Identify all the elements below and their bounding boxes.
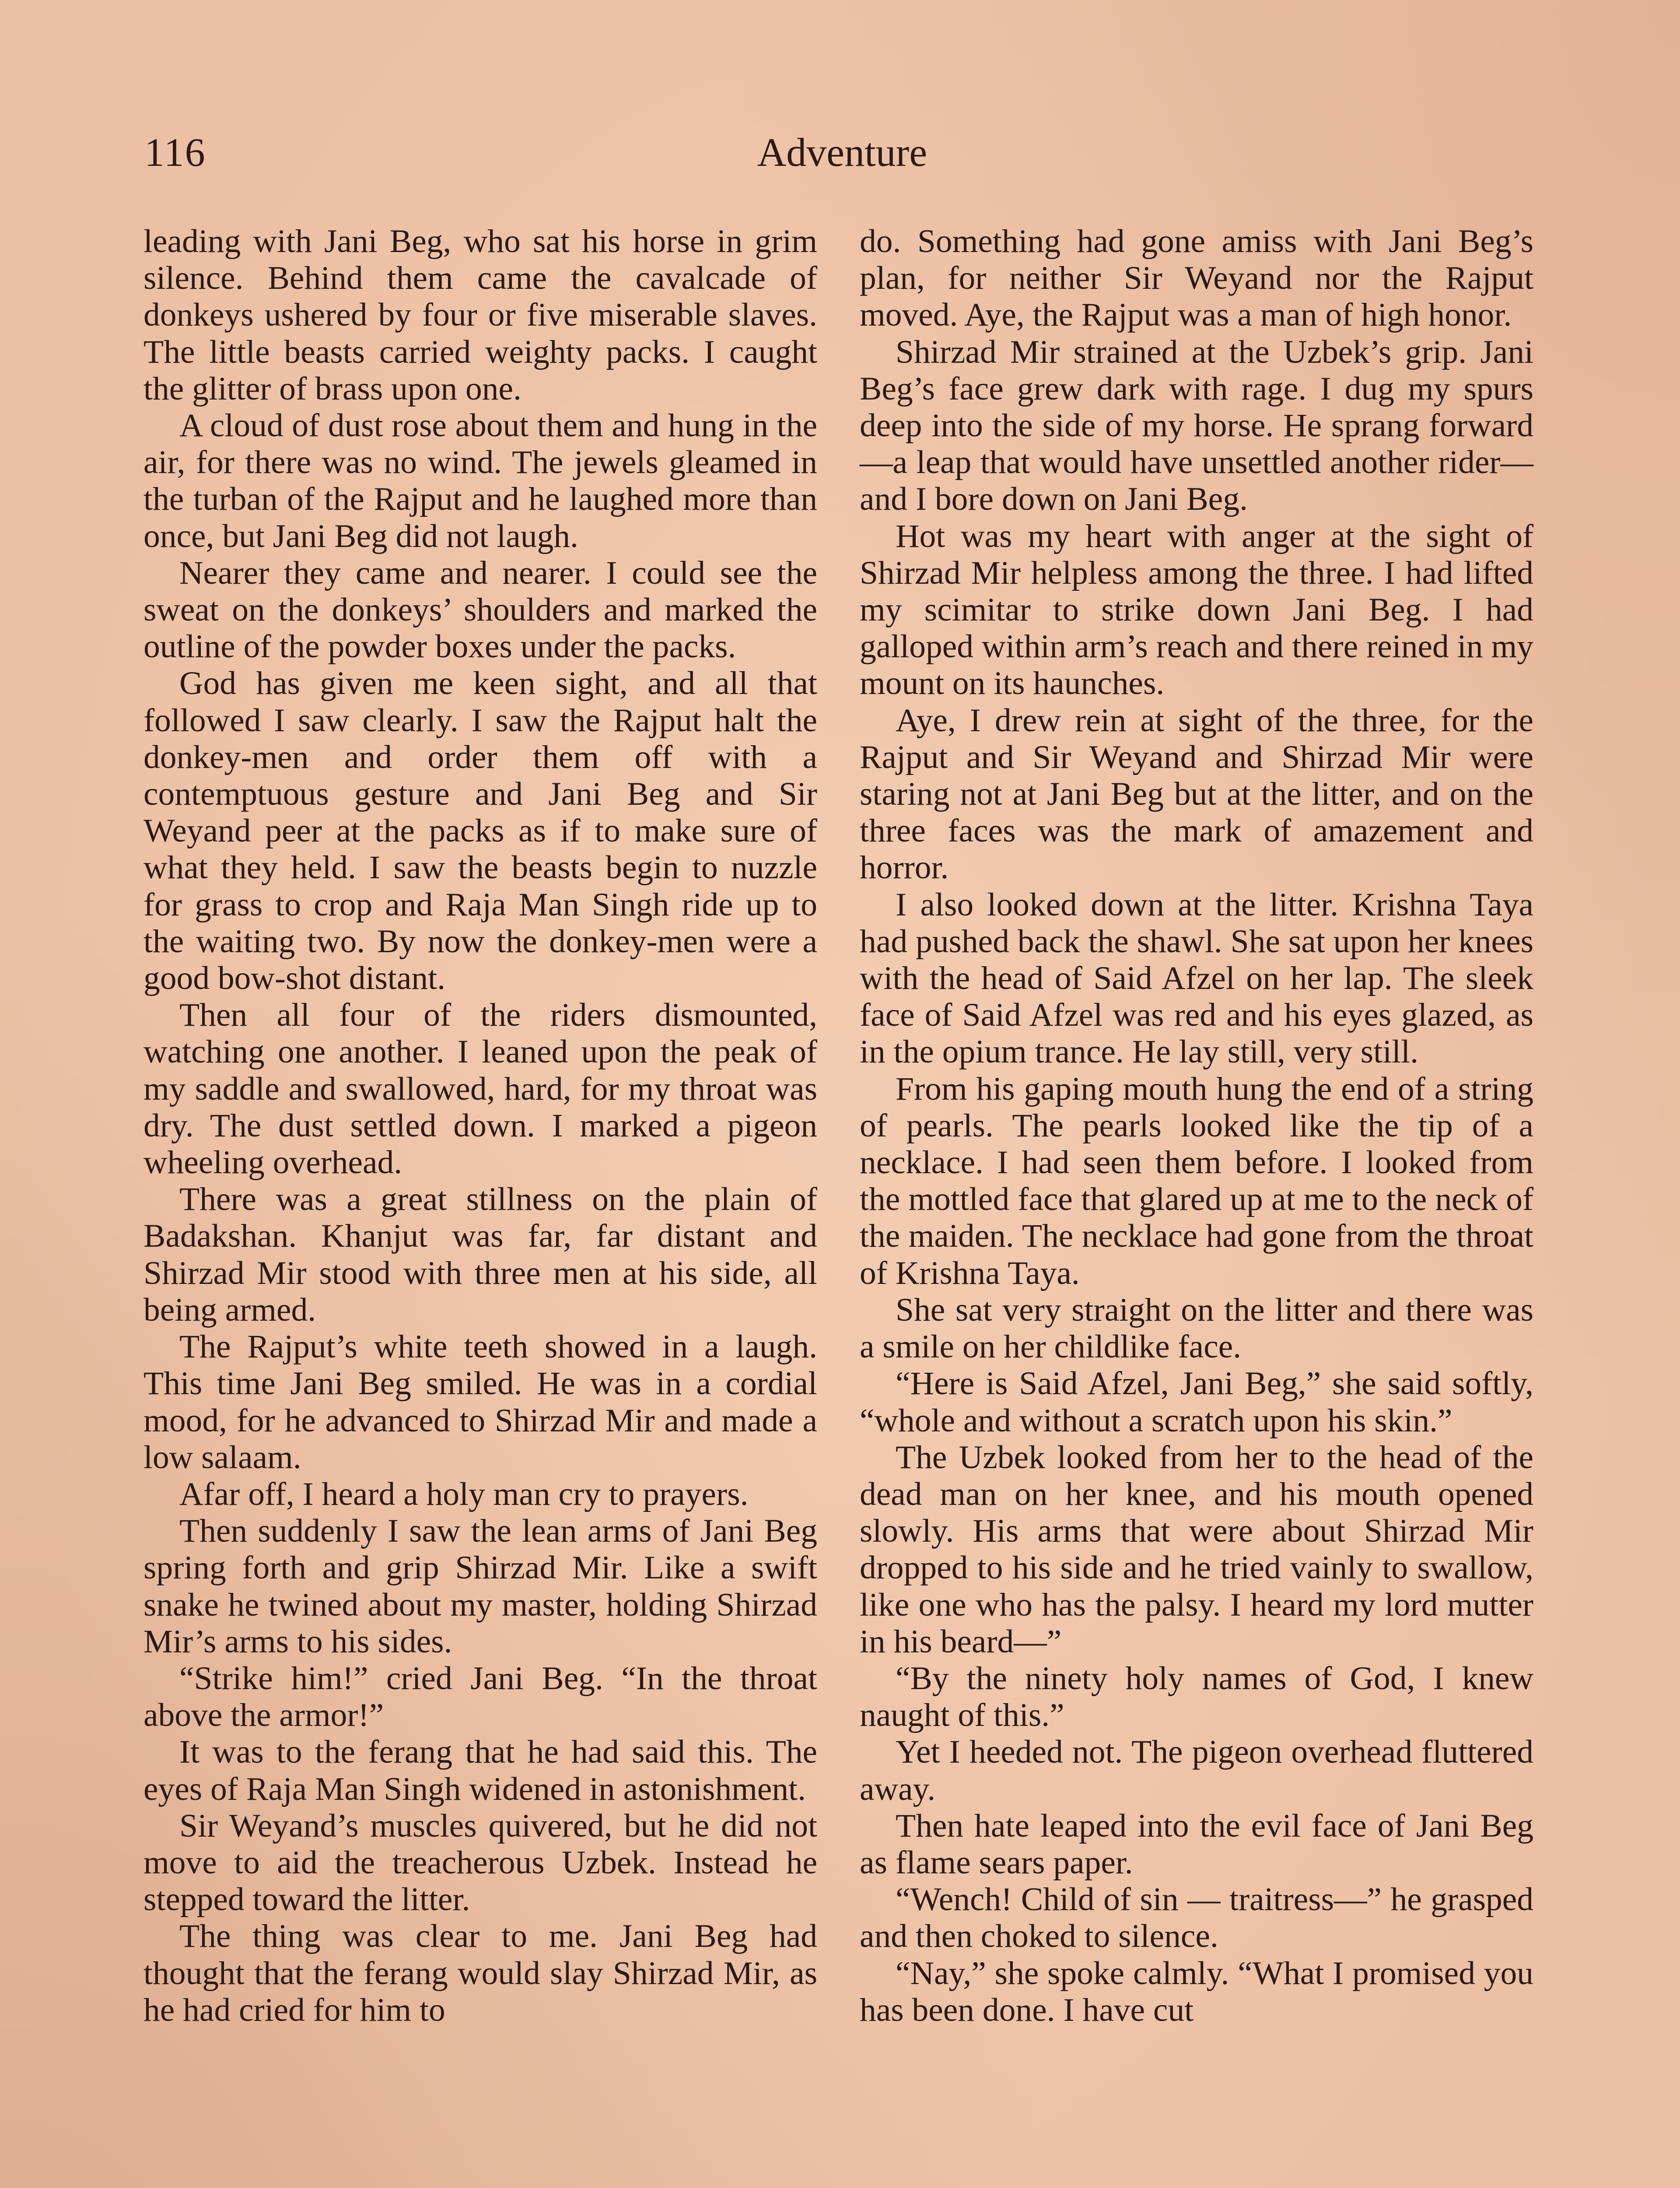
paragraph: Nearer they came and nearer. I could see the sweat on the donkeys’ shoulders and marked the outline of the powder boxes under the packs. — [144, 554, 817, 665]
paragraph: “By the ninety holy names of God, I knew naught of this.” — [860, 1660, 1533, 1734]
paragraph: Aye, I drew rein at sight of the three, for the Rajput and Sir Weyand and Shirzad Mir were staring not at Jani Beg but at the litter, and on the three faces was the mark of amazement and horror. — [860, 702, 1533, 886]
paragraph: Shirzad Mir strained at the Uzbek’s grip. Jani Beg’s face grew dark with rage. I dug my spurs deep into the side of my horse. He sprang forward—a leap that would have unsettled another rider—and I bore down on Jani Beg. — [860, 333, 1533, 518]
paragraph: Hot was my heart with anger at the sight of Shirzad Mir helpless among the three. I had lifted my scimitar to strike down Jani Beg. I had galloped within arm’s reach and there reined in my mount on its haunches. — [860, 518, 1533, 702]
paragraph: “Wench! Child of sin — traitress—” he grasped and then choked to silence. — [860, 1881, 1533, 1955]
paragraph: From his gaping mouth hung the end of a string of pearls. The pearls looked like the tip of a necklace. I had seen them before. I looked from the mottled face that glared up at me to the neck of the maiden. The necklace had gone from the throat of Krishna Taya. — [860, 1070, 1533, 1291]
running-header — [144, 129, 1540, 186]
paragraph: “Strike him!” cried Jani Beg. “In the throat above the armor!” — [144, 1660, 817, 1734]
page-number: 116 — [144, 130, 206, 175]
paragraph: A cloud of dust rose about them and hung in the air, for there was no wind. The jewels gleamed in the turban of the Rajput and he laughed more than once, but Jani Beg did not laugh. — [144, 407, 817, 554]
paragraph: Then hate leaped into the evil face of Jani Beg as flame sears paper. — [860, 1807, 1533, 1881]
paragraph: “Nay,” she spoke calmly. “What I promised you has been done. I have cut — [860, 1955, 1533, 2028]
paragraph: Then all four of the riders dismounted, watching one another. I leaned upon the peak of my saddle and swallowed, hard, for my throat was dry. The dust settled down. I marked a pigeon wheeling overhead. — [144, 997, 817, 1181]
paragraph: do. Something had gone amiss with Jani Beg’s plan, for neither Sir Weyand nor the Rajput moved. Aye, the Rajput was a man of high honor. — [860, 223, 1533, 333]
paragraph: I also looked down at the litter. Krishna Taya had pushed back the shawl. She sat upon her knees with the head of Said Afzel on her lap. The sleek face of Said Afzel was red and his eyes glazed, as in the opium trance. He lay still, very still. — [860, 886, 1533, 1070]
paragraph: The Rajput’s white teeth showed in a laugh. This time Jani Beg smiled. He was in a cordial mood, for he advanced to Shirzad Mir and made a low salaam. — [144, 1329, 817, 1476]
paragraph: Yet I heeded not. The pigeon overhead fluttered away. — [860, 1734, 1533, 1807]
paragraph: Afar off, I heard a holy man cry to prayers. — [179, 1476, 749, 1512]
text-column-right — [860, 223, 1533, 2029]
paragraph: God has given me keen sight, and all that followed I saw clearly. I saw the Rajput halt the donkey-men and order them off with a contemptuous gesture and Jani Beg and Sir Weyand peer at the packs as if to make sure of what they held. I saw the beasts begin to nuzzle for grass to crop and Raja Man Singh ride up to the waiting two. By now the donkey-men were a good bow-shot distant. — [144, 665, 817, 997]
paragraph: Sir Weyand’s muscles quivered, but he did not move to aid the treacherous Uzbek. Instead he stepped toward the litter. — [144, 1807, 817, 1918]
paragraph: She sat very straight on the litter and there was a smile on her childlike face. — [860, 1291, 1533, 1365]
paragraph: The Uzbek looked from her to the head of the dead man on her knee, and his mouth opened slowly. His arms that were about Shirzad Mir dropped to his side and he tried vainly to swallow, like one who has the palsy. I heard my lord mutter in his beard—” — [860, 1439, 1533, 1660]
running-title: Adventure — [757, 130, 928, 175]
paragraph: leading with Jani Beg, who sat his horse in grim silence. Behind them came the cavalcade of donkeys ushered by four or five miserable slaves. The little beasts carried weighty packs. I caught the glitter of brass upon one. — [144, 223, 817, 407]
paragraph: Then suddenly I saw the lean arms of Jani Beg spring forth and grip Shirzad Mir. Like a swift snake he twined about my master, holding Shirzad Mir’s arms to his sides. — [144, 1513, 817, 1660]
paragraph: The thing was clear to me. Jani Beg had thought that the ferang would slay Shirzad Mir, as he had cried for him to — [144, 1918, 817, 2028]
text-column-left — [144, 223, 817, 2029]
paragraph: “Here is Said Afzel, Jani Beg,” she said softly, “whole and without a scratch upon his skin.” — [860, 1365, 1533, 1439]
paragraph: There was a great stillness on the plain of Badakshan. Khanjut was far, far distant and Shirzad Mir stood with three men at his side, all being armed. — [144, 1181, 817, 1328]
paragraph: It was to the ferang that he had said this. The eyes of Raja Man Singh widened in astonishment. — [144, 1734, 817, 1807]
